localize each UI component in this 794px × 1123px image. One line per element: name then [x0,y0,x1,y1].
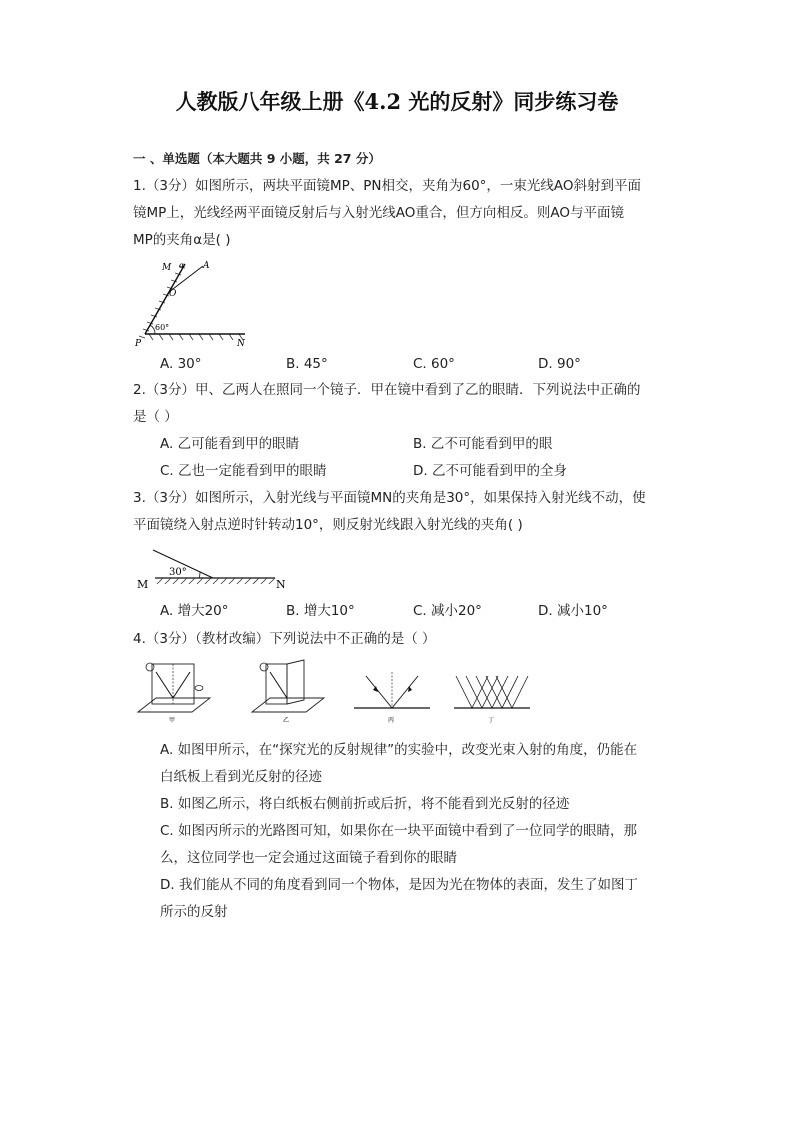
q4-option-a-line-2: 白纸板上看到光反射的径迹 [160,769,322,785]
q1-label-N: N [237,339,245,349]
q4-figure-yi [250,658,326,728]
q4-option-d-line-1: D. 我们能从不同的角度看到同一个物体，是因为光在物体的表面，发生了如图丁 [160,877,638,893]
q1-label-P: P [135,339,142,349]
q4-option-d-line-2: 所示的反射 [160,904,228,920]
q1-option-a: A. 30° [160,356,202,372]
q4-line-1: 4.（3分）（教材改编）下列说法中不正确的是（ ） [133,631,436,647]
q1-label-alpha: α [179,261,185,270]
q4-option-a-line-1: A. 如图甲所示，在“探究光的反射规律”的实验中，改变光束入射的角度，仍能在 [160,742,638,758]
q1-option-c: C. 60° [413,356,455,372]
q1-option-d: D. 90° [538,356,581,372]
section-heading: 一 、单选题（本大题共 9 小题，共 27 分） [133,151,381,166]
q2-option-a: A. 乙可能看到甲的眼睛 [160,436,300,452]
q1-figure [133,258,253,350]
q3-label-M: M [137,578,149,591]
q4-option-c-line-2: 么，这位同学也一定会通过这面镜子看到你的眼睛 [160,850,457,866]
q3-label-angle: 30° [169,567,187,578]
q3-option-c: C. 减小20° [413,603,482,619]
q4-figure-jia [136,658,212,728]
q4-caption-jia: 甲 [169,717,176,724]
q2-line-1: 2.（3分）甲、乙两人在照同一个镜子．甲在镜中看到了乙的眼睛．下列说法中正确的 [133,382,641,398]
q4-caption-bing: 丙 [388,717,395,724]
q1-line-1: 1.（3分）如图所示，两块平面镜MP、PN相交，夹角为60°，一束光线AO斜射到平面 [133,178,642,194]
q4-figure-ding [452,664,532,728]
q1-label-angle: 60° [155,323,170,332]
q3-label-N: N [276,578,286,591]
q2-line-2: 是（ ） [133,409,178,425]
q3-option-b: B. 增大10° [286,603,355,619]
q3-option-d: D. 减小10° [538,603,608,619]
q1-label-M: M [162,263,172,273]
q1-line-2: 镜MP上，光线经两平面镜反射后与入射光线AO重合，但方向相反。则AO与平面镜 [133,205,625,221]
q2-option-d: D. 乙不可能看到甲的全身 [413,463,567,479]
q2-option-b: B. 乙不可能看到甲的眼 [413,436,553,452]
q1-label-A: A [203,261,210,271]
q3-line-2: 平面镜绕入射点逆时针转动10°，则反射光线跟入射光线的夹角( ) [133,517,523,533]
q4-option-b: B. 如图乙所示，将白纸板右侧前折或后折，将不能看到光反射的径迹 [160,796,570,812]
page-title: 人教版八年级上册《4.2 光的反射》同步练习卷 [175,89,619,114]
q4-caption-ding: 丁 [488,717,495,724]
q3-line-1: 3.（3分）如图所示，入射光线与平面镜MN的夹角是30°，如果保持入射光线不动，使 [133,490,646,506]
q3-option-a: A. 增大20° [160,603,229,619]
q4-option-c-line-1: C. 如图丙所示的光路图可知，如果你在一块平面镜中看到了一位同学的眼睛，那 [160,823,638,839]
q1-line-3: MP的夹角α是( ) [133,232,231,248]
q2-option-c: C. 乙也一定能看到甲的眼睛 [160,463,327,479]
q4-figure-bing [352,664,432,728]
q4-caption-yi: 乙 [283,717,290,724]
q1-option-b: B. 45° [286,356,328,372]
q3-figure [133,544,298,594]
q1-label-O: O [169,289,177,299]
